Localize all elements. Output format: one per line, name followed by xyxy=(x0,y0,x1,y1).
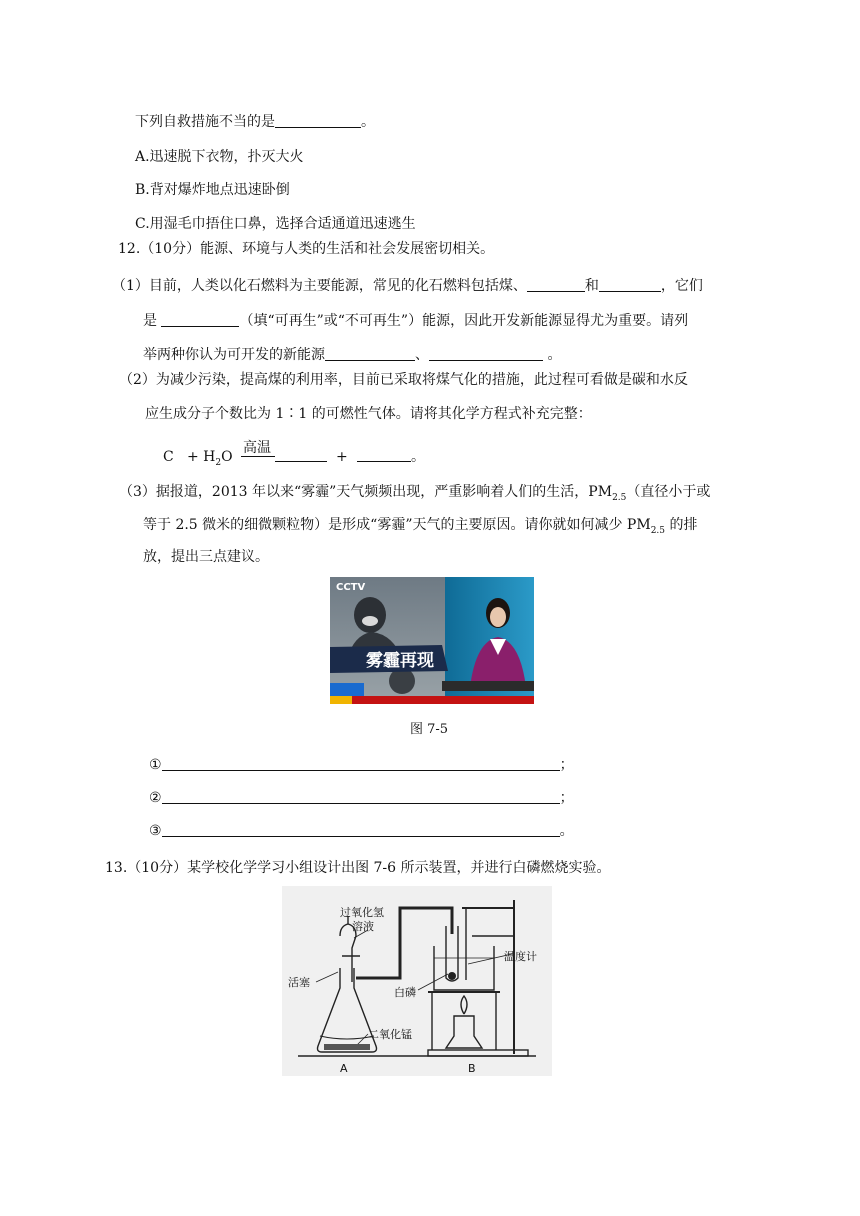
svg-text:白磷: 白磷 xyxy=(394,986,416,999)
q12-fuel-blank-1[interactable] xyxy=(527,277,585,292)
q12-part1-line1: （1）目前，人类以化石燃料为主要能源，常见的化石燃料包括煤、 和 ，它们 xyxy=(112,278,703,294)
apparatus-figure xyxy=(282,886,552,1076)
equation-plus: + xyxy=(336,449,348,465)
answer-line-3: ③ 。 xyxy=(149,823,574,839)
q11-option-c: C.用湿毛巾捂住口鼻，选择合适通道迅速逃生 xyxy=(135,216,416,232)
q12-part2-line1: （2）为减少污染，提高煤的利用率，目前已采取将煤气化的措施，此过程可看做是碳和水反 xyxy=(119,372,688,388)
equation-product-blank-1[interactable] xyxy=(275,447,327,462)
q12-part1-line2: 是 （填“可再生”或“不可再生”）能源，因此开发新能源显得尤为重要。请列 xyxy=(143,313,689,329)
q11-option-a: A.迅速脱下衣物，扑灭大火 xyxy=(135,149,304,165)
svg-text:溶液: 溶液 xyxy=(352,920,374,933)
q11-prompt: 下列自救措施不当的是 。 xyxy=(135,114,375,130)
equation-arrow-bar xyxy=(241,456,275,457)
answer-line-2: ② ； xyxy=(149,790,574,806)
q12-part3-line2: 等于 2.5 微米的细微颗粒物）是形成“雾霾”天气的主要原因。请你就如何减少 $PM_{2.5}$ 的排 xyxy=(143,517,698,536)
q13-heading: 13.（10分）某学校化学学习小组设计出图 7-6 所示装置，并进行白磷燃烧实验。 xyxy=(105,860,611,876)
apparatus-diagram xyxy=(282,886,552,1076)
q12-part3-line1: （3）据报道，2013 年以来“雾霾”天气频频出现，严重影响着人们的生活，$PM_{2.5}$（直径小于或 xyxy=(119,484,711,503)
equation-product-blank-2[interactable] xyxy=(357,447,411,462)
equation-carbon: C xyxy=(163,449,174,465)
answer-blank-3[interactable] xyxy=(162,822,560,837)
manganese-dioxide-icon xyxy=(324,1044,370,1050)
q12-part3-line3: 放，提出三点建议。 xyxy=(143,549,269,565)
svg-text:活塞: 活塞 xyxy=(288,976,310,989)
q12-part2-line2: 应生成分子个数比为 1∶1 的可燃性气体。请将其化学方程式补充完整： xyxy=(145,406,592,422)
smog-news-image xyxy=(330,577,534,704)
equation-condition: 高温 xyxy=(243,440,271,456)
svg-text:过氧化氢: 过氧化氢 xyxy=(340,906,384,919)
q11-option-b: B.背对爆炸地点迅速卧倒 xyxy=(135,182,290,198)
answer-blank-1[interactable] xyxy=(162,756,560,771)
answer-line-1: ① ； xyxy=(149,757,574,773)
q12-energy-blank-1[interactable] xyxy=(325,346,415,361)
q12-part1-line3: 举两种你认为可开发的新能源 、 。 xyxy=(143,347,562,363)
banner-text: 雾霾再现 xyxy=(366,651,434,671)
svg-text:B: B xyxy=(468,1062,476,1075)
answer-blank-2[interactable] xyxy=(162,789,560,804)
svg-text:A: A xyxy=(340,1062,348,1075)
equation-water: + $H_2O$ xyxy=(187,449,233,468)
q12-heading: 12.（10分）能源、环境与人类的生活和社会发展密切相关。 xyxy=(118,241,495,257)
q12-renewable-blank[interactable] xyxy=(161,312,239,327)
white-phosphorus-icon xyxy=(448,972,456,980)
equation-end: 。 xyxy=(411,449,425,465)
svg-text:温度计: 温度计 xyxy=(504,950,537,963)
q11-answer-blank[interactable] xyxy=(275,113,361,128)
smog-news-graphic xyxy=(330,577,534,704)
q12-fuel-blank-2[interactable] xyxy=(599,277,661,292)
figure-7-5-caption: 图 7-5 xyxy=(410,722,449,737)
cctv-logo-icon: CCTV xyxy=(336,582,366,593)
q12-energy-blank-2[interactable] xyxy=(429,346,543,361)
svg-text:二氧化锰: 二氧化锰 xyxy=(368,1028,412,1041)
